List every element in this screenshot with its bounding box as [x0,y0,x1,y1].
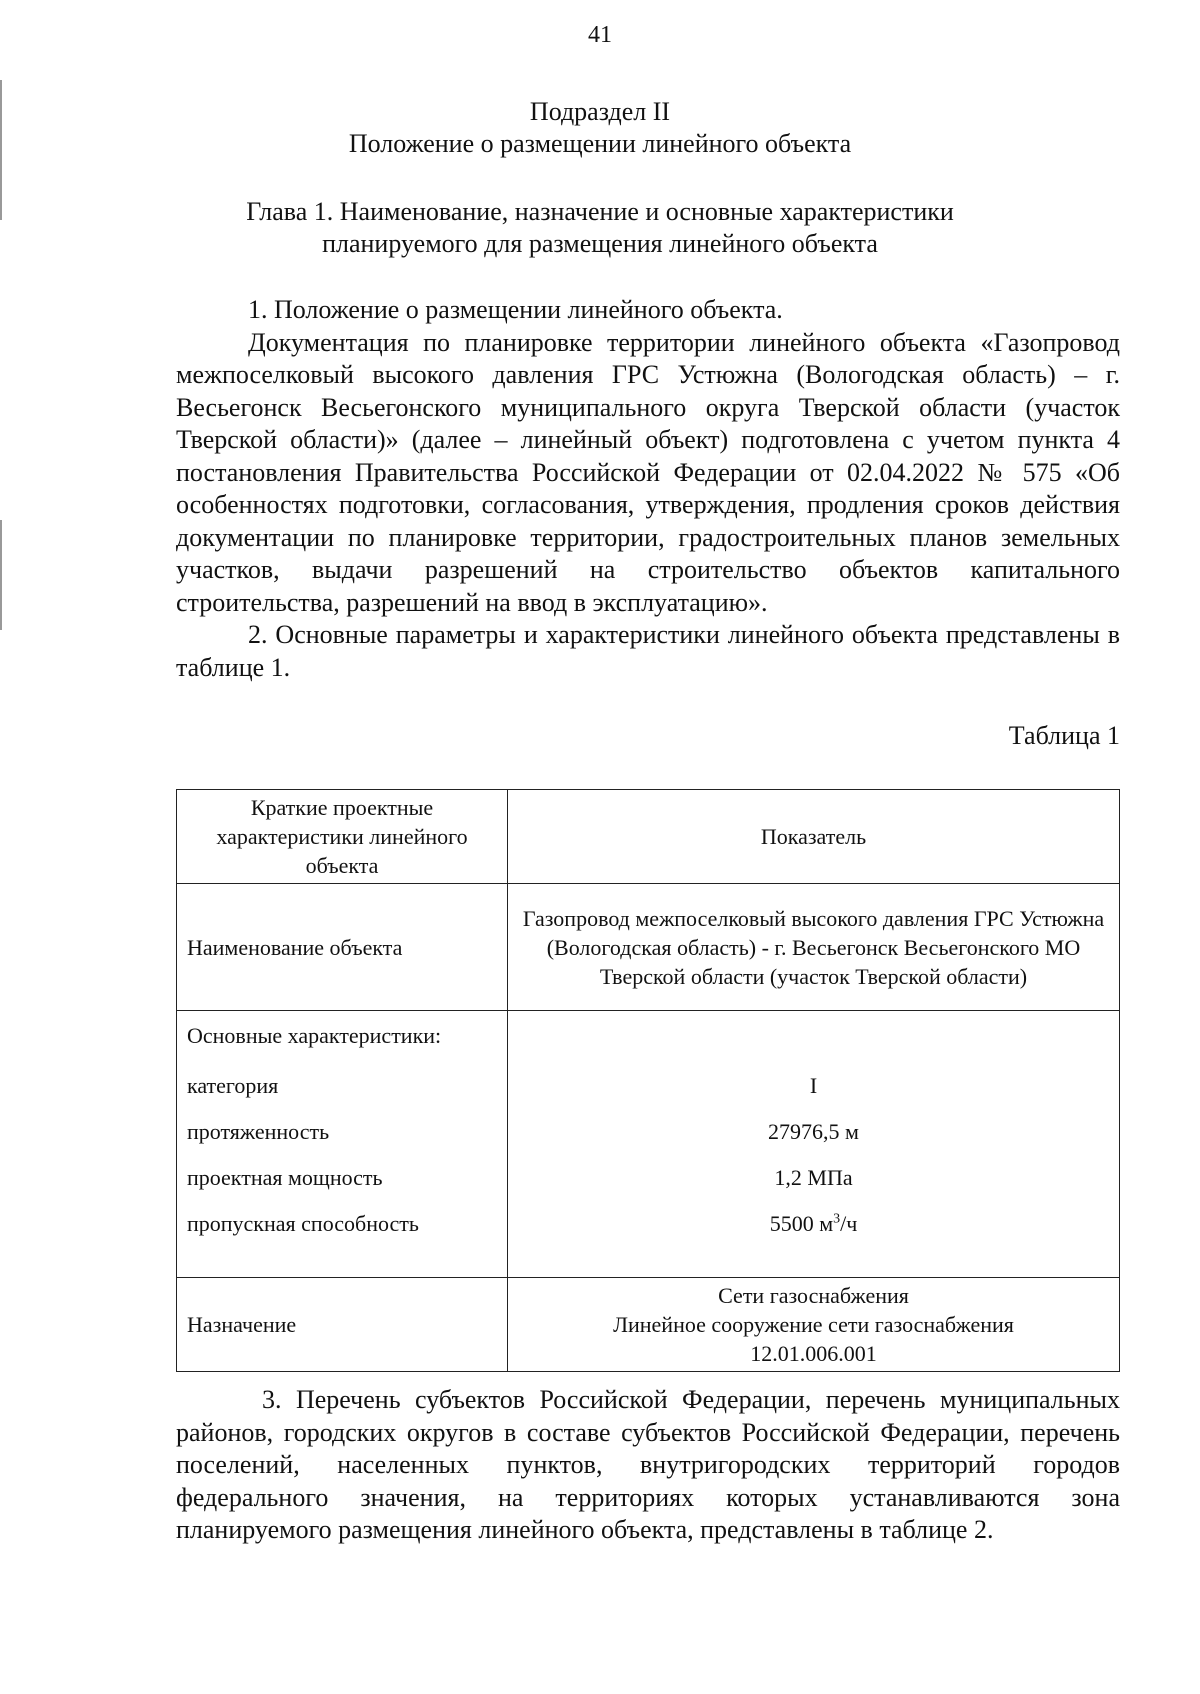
scan-margin-line-bottom [0,520,2,630]
table-caption: Таблица 1 [1008,721,1120,750]
table-row [177,884,1120,1011]
object-name-value: Газопровод межпоселковый высокого давления ГРС Устюжна (Вологодская область) - г. Весьегонск Весьегонского МО Тверской области (участок Тверской области) [508,884,1120,1011]
throughput-value [518,1201,1109,1247]
purpose-line-3: 12.01.006.001 [750,1341,877,1366]
characteristics-title-spacer [518,1013,1109,1063]
capacity-label: проектная мощность [187,1165,383,1190]
throughput-number: 5500 м [769,1211,834,1236]
category-label: категория [187,1073,279,1098]
main-text [176,294,1120,684]
length-value: 27976,5 м [768,1119,859,1144]
chapter-title-line2: планируемого для размещения линейного объекта [322,229,878,258]
paragraph-4: 3. Перечень субъектов Российской Федерации, перечень муниципальных районов, городских округов в составе субъектов Российской Федерации, перечень поселений, населенных пунктов, внутригородских территорий городов федерального значения, на территориях которых устанавливаются зона планируемого размещения линейного объекта, представлены в таблице 2. [176,1385,1120,1544]
object-name-label: Наименование объекта [177,884,508,1011]
paragraph-3: 2. Основные параметры и характеристики линейного объекта представлены в таблице 1. [176,620,1120,682]
chapter-heading [0,196,1200,260]
chapter-title-line1: Глава 1. Наименование, назначение и основные характеристики [246,197,954,226]
purpose-line-2: Линейное сооружение сети газоснабжения [613,1312,1014,1337]
throughput-exponent: 3 [833,1211,841,1227]
bottom-text [176,1384,1120,1547]
characteristics-labels [177,1011,508,1278]
subsection-heading [0,96,1200,160]
subsection-subtitle: Положение о размещении линейного объекта [348,129,852,158]
table-row [177,1011,1120,1278]
purpose-value [508,1278,1120,1372]
table-row [177,1278,1120,1372]
header-characteristics: Краткие проектные характеристики линейного объекта [177,790,508,884]
paragraph-2: Документация по планировке территории линейного объекта «Газопровод межпоселковый высокого давления ГРС Устюжна (Вологодская область) – г. Весьегонск Весьегонского муниципального округа Тверской области (участок Тверской области)» (далее – линейный объект) подготовлена с учетом пункта 4 постановления Правительства Российской Федерации от 02.04.2022 № 575 «Об особенностях подготовки, согласования, утверждения, продления сроков действия документации по планировке территории, градостроительных планов земельных участков, выдачи разрешений на строительство объектов капитального строительства, разрешений на ввод в эксплуатацию». [176,327,1120,617]
page-number: 41 [588,22,612,48]
capacity-value: 1,2 МПа [774,1165,853,1190]
category-value: I [809,1073,818,1098]
throughput-label: пропускная способность [187,1211,419,1236]
purpose-label: Назначение [177,1278,508,1372]
characteristics-values [508,1011,1120,1278]
parameters-table [176,789,1120,1372]
characteristics-title: Основные характеристики: [187,1023,442,1048]
length-label: протяженность [187,1119,330,1144]
table-header-row [177,790,1120,884]
subsection-title: Подраздел II [529,97,671,126]
purpose-line-1: Сети газоснабжения [718,1283,909,1308]
throughput-unit: /ч [840,1211,858,1236]
paragraph-1: 1. Положение о размещении линейного объекта. [248,295,783,324]
header-indicator: Показатель [508,790,1120,884]
